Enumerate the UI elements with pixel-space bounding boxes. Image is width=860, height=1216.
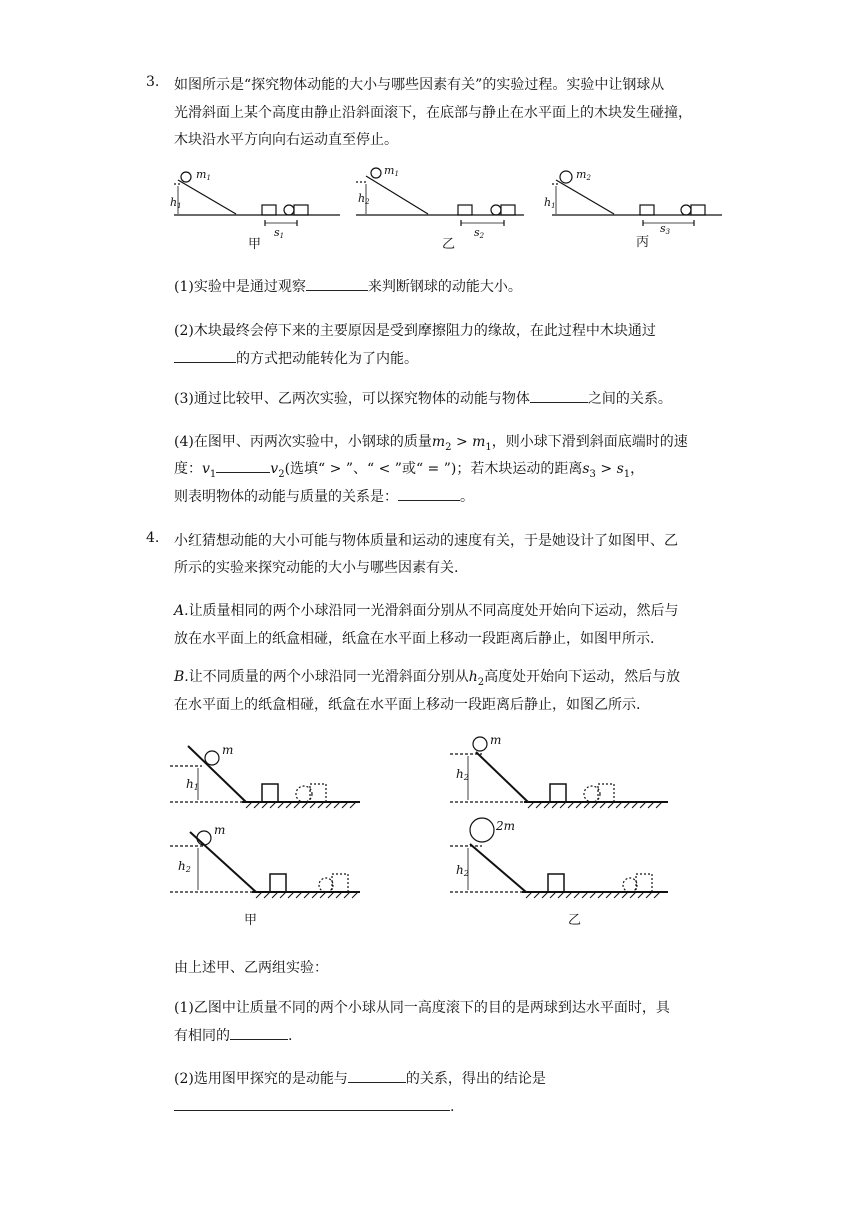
svg-text:h1: h1	[544, 196, 556, 210]
question-3-figure	[170, 162, 730, 254]
q4-option-b-line-2: 在水平面上的纸盒相碰，纸盒在水平面上移动一段距离后静止，如图乙所示.	[174, 697, 641, 713]
question-3-stem-line-1: 如图所示是“探究物体动能的大小与哪些因素有关”的实验过程。实验中让钢球从	[174, 77, 665, 93]
answer-blank[interactable]	[398, 486, 460, 501]
svg-text:h1: h1	[170, 196, 182, 210]
q3-part-1: (1)实验中是通过观察 来判断钢球的动能大小。	[174, 276, 522, 296]
q3-part-4-line-2: 度：$v_1$ $v_2$(选填“ > ”、“ < ”或“ = ”)；若木块运动的距离$s_3 > s_1$，	[174, 458, 644, 480]
question-4-stem-line-2: 所示的实验来探究动能的大小与哪些因素有关.	[174, 560, 459, 576]
q4-option-b-line-1: B.让不同质量的两个小球沿同一光滑斜面分别从$h_2$高度处开始向下运动，然后与放	[174, 669, 681, 688]
q4-part-2-line-2: .	[174, 1096, 454, 1115]
q3-part-2-line-1: (2)木块最终会停下来的主要原因是受到摩擦阻力的缘故，在此过程中木块通过	[174, 323, 656, 339]
svg-text:m2: m2	[576, 168, 591, 182]
q3-part-2-line-2: 的方式把动能转化为了内能。	[174, 348, 418, 368]
svg-text:m1: m1	[196, 168, 211, 182]
question-3-number: 3.	[146, 74, 160, 90]
question-4-figure	[170, 732, 680, 932]
svg-text:h2: h2	[358, 192, 370, 206]
q4-part-1-line-2: 有相同的 .	[174, 1025, 292, 1045]
svg-text:s2: s2	[474, 226, 485, 240]
fig4-label-yi: 乙	[568, 913, 582, 928]
fig3-label-m1: m	[196, 168, 207, 181]
answer-blank[interactable]	[306, 276, 368, 291]
q4-part-1-line-1: (1)乙图中让质量不同的两个小球从同一高度滚下的目的是两球到达水平面时，具	[174, 1000, 670, 1016]
fig4-label-m: m	[222, 743, 234, 757]
q4-option-a-line-1: A.让质量相同的两个小球沿同一光滑斜面分别从不同高度处开始向下运动，然后与	[174, 603, 679, 619]
svg-text:h2: h2	[178, 859, 191, 874]
svg-text:s1: s1	[274, 226, 285, 240]
fig4-label-jia: 甲	[244, 913, 258, 928]
answer-blank[interactable]	[174, 348, 236, 363]
question-4-number: 4.	[146, 530, 160, 546]
q3-part-4-line-1: (4)在图甲、丙两次实验中，小钢球的质量$m_2 > m_1$，则小球下滑到斜面底端时的速	[174, 434, 688, 453]
svg-text:m: m	[490, 733, 502, 747]
q3-part-4-line-3: 则表明物体的动能与质量的关系是： 。	[174, 486, 474, 506]
svg-text:h2: h2	[456, 767, 469, 782]
answer-blank[interactable]	[230, 1025, 288, 1040]
q4-part-2-line-1: (2)选用图甲探究的是动能与 的关系，得出的结论是	[174, 1068, 546, 1088]
svg-text:m1: m1	[384, 164, 399, 178]
fig4-label-2m: 2m	[496, 819, 516, 833]
fig3-label-yi: 乙	[442, 237, 456, 252]
svg-text:m: m	[214, 823, 226, 837]
fig3-label-bing: 丙	[636, 235, 650, 250]
svg-text:h2: h2	[456, 863, 469, 878]
question-4-stem-line-1: 小红猜想动能的大小可能与物体质量和运动的速度有关，于是她设计了如图甲、乙	[174, 533, 678, 549]
answer-blank[interactable]	[174, 1096, 450, 1111]
question-3-stem-line-2: 光滑斜面上某个高度由静止沿斜面滚下，在底部与静止在水平面上的木块发生碰撞，	[174, 105, 692, 121]
q4-lead: 由上述甲、乙两组实验：	[174, 960, 328, 976]
svg-text:s3: s3	[660, 222, 671, 236]
question-3-stem-line-3: 木块沿水平方向向右运动直至停止。	[174, 132, 398, 148]
answer-blank[interactable]	[348, 1068, 406, 1083]
fig3-label-jia: 甲	[248, 237, 262, 252]
q4-option-a-line-2: 放在水平面上的纸盒相碰，纸盒在水平面上移动一段距离后静止，如图甲所示.	[174, 631, 655, 647]
q3-part-3: (3)通过比较甲、乙两次实验，可以探究物体的动能与物体 之间的关系。	[174, 388, 672, 408]
svg-text:h1: h1	[186, 777, 199, 792]
answer-blank[interactable]	[530, 388, 588, 403]
answer-blank[interactable]	[216, 458, 270, 473]
